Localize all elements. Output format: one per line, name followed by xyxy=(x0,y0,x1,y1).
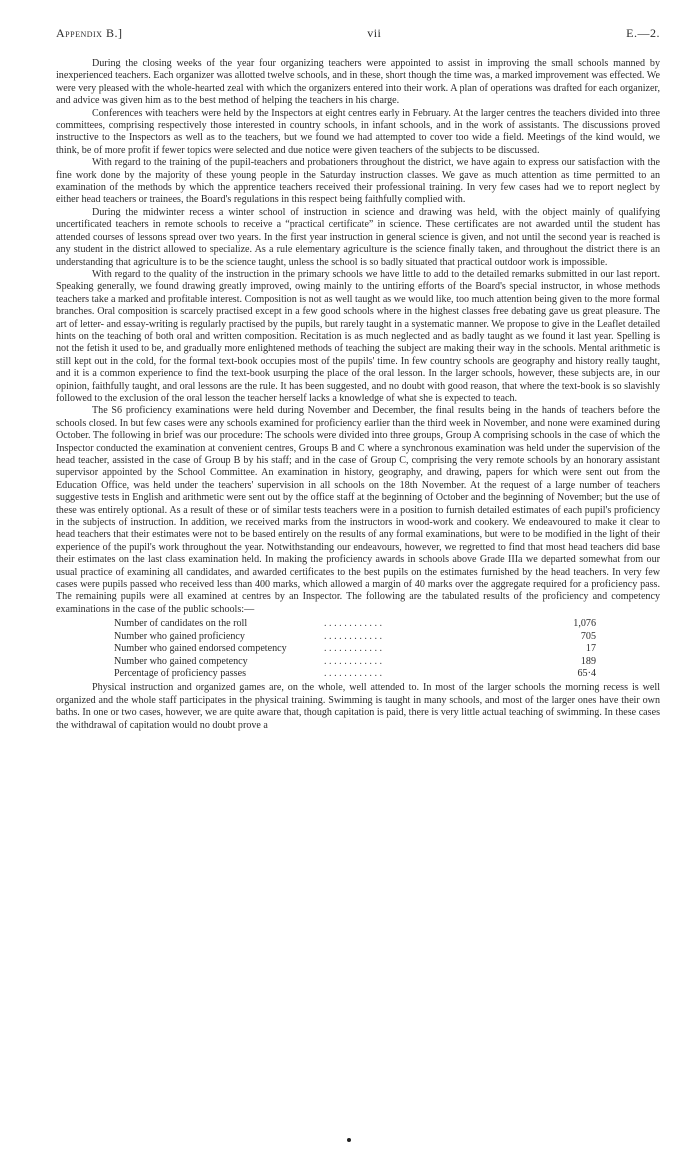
leader-dots: . . . . . . . . . . . . xyxy=(324,630,383,642)
paragraph-winter-school: During the midwinter recess a winter school of instruction in science and drawing was held, with the object mainly of qualifying uncertificated teachers in remote schools to receive a “practical certificate” in science. These certificates are not awarded until the student has attended courses of lessons spread over two years. In the first year instruction in general science is given, and not until the second year is reached is any student in the district allowed to specialize. As a rule elementary agriculture is the science finally taken, and throughout the district there is an understanding that agriculture is to be the science taught, unless the school is so badly situated that practical outdoor work is impossible. xyxy=(56,206,660,268)
row-label: Number who gained proficiency xyxy=(114,630,245,642)
leader-dots: . . . . . . . . . . . . xyxy=(324,667,383,679)
page-number: vii xyxy=(367,26,382,40)
row-label: Number who gained endorsed competency xyxy=(114,643,287,655)
row-value: 65·4 xyxy=(577,667,596,679)
paragraph-proficiency-exams: The S6 proficiency examinations were held during November and December, the final results being in the hands of teachers before the schools closed. In but few cases were any schools examined for proficiency earlier than the third week in November, and none were examined during October. The following in brief was our procedure: The schools were divided into three groups, Group A comprising schools in the case of which the Inspector conducted the examination at convenient centres, Groups B and C where a synchronous examination was held under the supervision of the head teacher, assisted in the case of Group B by his staff; and in the case of Group C, comprising the very remote schools by an honorary assistant supervisor appointed by the School Committee. An examination in history, geography, and drawing, papers for which were sent out from the Education Office, was held under the teachers' supervision in all schools on the 18th November. At the request of a large number of teachers suggestive tests in English and arithmetic were sent out by the office staff at the beginning of October and the beginning of November; but the use of these was entirely optional. As a result of these or of similar tests teachers were in a position to furnish detailed estimates of each pupil's proficiency in the subjects of instruction. In addition, we received marks from the instructors in wood-work and cookery. We endeavoured to make it clear to head teachers that their estimates were not to be based entirely on the results of any formal examinations, but were to be modified in the light of their experience of the pupil's work throughout the year. Notwithstanding our endeavours, however, we regretted to find that most head teachers did base their estimates on the last class examination held. In making the proficiency awards in schools above Grade IIIa we departed somewhat from our usual practice of examining all candidates, and awarded certificates to the best pupils on the estimates furnished by the head teachers. In very few cases were pupils passed who received less than 400 marks, which allowed a margin of 40 marks over the aggregate required for a proficiency pass. The remaining pupils were all examined at centres by an Inspector. The following are the tabulated results of the proficiency and competency examinations in the case of the public schools:— xyxy=(56,405,660,615)
row-value: 705 xyxy=(580,630,596,642)
table-row xyxy=(114,643,596,655)
paragraph-pupil-teachers: With regard to the training of the pupil-teachers and probationers throughout the district, we have again to express our satisfaction with the fine work done by the majority of these young people in the Saturday instruction classes. We gave as much attention as time permitted to an examination of the methods by which the apprentice teachers received their professional training. In very few cases had we to report neglect by either head teachers or trainees, the Board's regulations in this respect being faithfully complied with. xyxy=(56,157,660,206)
paragraph-conferences: Conferences with teachers were held by the Inspectors at eight centres early in February. At the larger centres the teachers divided into three committees, comprising respectively those interested in country schools, in infant schools, and in the work of assistants. The discussions proved instructive to the Inspectors as well as to the teachers, but we found we had attempted to cover too wide a field. Meetings of the kind would, we think, be of more profit if fewer topics were selected and due notice were given teachers of the subjects to be discussed. xyxy=(56,107,660,156)
leader-dots: . . . . . . . . . . . . xyxy=(324,643,383,655)
appendix-label: Appendix B.] xyxy=(56,26,123,40)
paragraph-organizing-teachers: During the closing weeks of the year four organizing teachers were appointed to assist in improving the small schools manned by inexperienced teachers. Each organizer was allotted twelve schools, and in these, short though the time was, a marked improvement was effected. We were very pleased with the whole-hearted zeal with which the organizers entered into their work. A plan of operations was drafted for each organizer, and advice was given him as to the best method of helping the teachers in his charge. xyxy=(56,58,660,107)
row-value: 17 xyxy=(585,643,596,655)
table-row xyxy=(114,618,596,630)
row-label: Number who gained competency xyxy=(114,655,248,667)
table-row xyxy=(114,656,596,668)
document-reference: E.—2. xyxy=(626,26,660,40)
row-value: 189 xyxy=(580,655,596,667)
table-row xyxy=(114,668,596,680)
paragraph-instruction-quality: With regard to the quality of the instruction in the primary schools we have little to add to the detailed remarks submitted in our last report. Speaking generally, we found drawing greatly improved, owing mainly to the untiring efforts of the Board's special instructor, in whose methods teachers take a marked and profitable interest. Composition is not as well taught as we would like, too much attention being given to the more formal branches. Oral composition is scarcely practised except in a few good schools where in the highest classes free debating gave us great pleasure. The art of letter- and essay-writing is regularly practised by the pupils, but rarely taught in a systematic manner. We propose to give in the Leaflet detailed hints on the teaching of both oral and written composition. Recitation is as much neglected and as badly taught as we found it last year. Spelling is not the fetish it used to be, and gradually more enlightened methods of teaching the subject are making their way in the schools. Mental arithmetic is still kept out in the cold, for the formal text-book occupies most of the pupils' time. In few country schools are geography and history really taught, and it is a common experience to find the text-book usurping the place of the oral lesson. In the larger schools, however, these subjects are, in our opinion, faithfully taught, and oral lessons are the rule. It has been suggested, and no doubt with good reason, that where the text-book is so slavishly followed to the exclusion of the oral lesson the teacher herself lacks a knowledge of what she is expected to teach. xyxy=(56,268,660,404)
leader-dots: . . . . . . . . . . . . xyxy=(324,618,383,630)
table-row xyxy=(114,631,596,643)
page-header xyxy=(56,26,660,44)
row-label: Number of candidates on the roll xyxy=(114,618,248,630)
page-bullet-mark xyxy=(347,1138,351,1142)
row-label: Percentage of proficiency passes xyxy=(114,667,247,679)
results-table xyxy=(114,618,596,680)
paragraph-physical-instruction: Physical instruction and organized games are, on the whole, well attended to. In most of the larger schools the morning recess is well organized and the whole staff participates in the physical training. Swimming is taught in many schools, and most of the larger ones have their own baths. In one or two cases, however, we are quite aware that, though capitation is paid, there is very little actual teaching of swimming. In these cases the withdrawal of capitation would no doubt prove a xyxy=(56,682,660,731)
leader-dots: . . . . . . . . . . . . xyxy=(324,655,383,667)
row-value: 1,076 xyxy=(573,618,596,630)
